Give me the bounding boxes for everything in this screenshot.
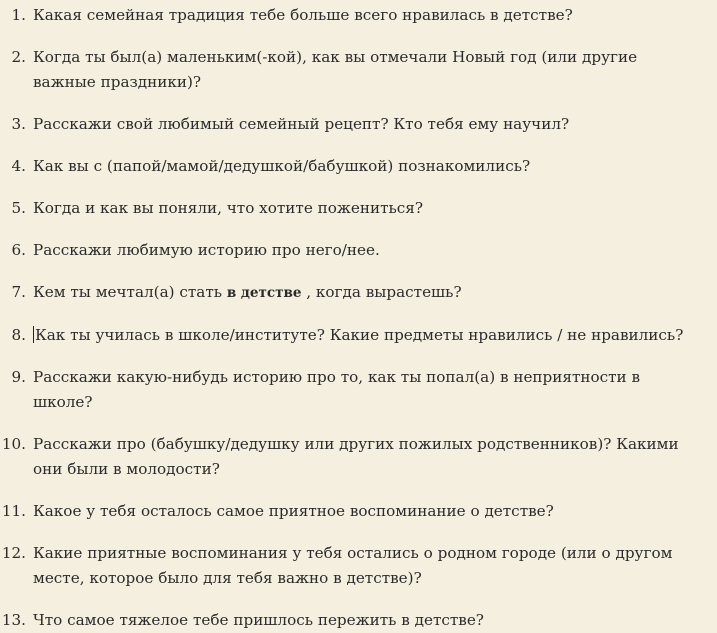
question-text: Какая семейная традиция тебе больше всего нравилась в детстве? <box>33 6 573 24</box>
item-number: 4. <box>11 157 26 175</box>
list-item <box>0 196 717 221</box>
item-number: 9. <box>11 368 26 386</box>
question-text: Расскажи любимую историю про него/нее. <box>33 241 380 259</box>
question-text-wrapper[interactable] <box>33 323 687 348</box>
text-cursor <box>33 326 34 343</box>
item-number: 12. <box>1 544 26 562</box>
item-number: 8. <box>11 326 26 344</box>
list-item <box>0 45 717 95</box>
list-item <box>0 280 717 306</box>
question-text: Расскажи свой любимый семейный рецепт? Кто тебя ему научил? <box>33 115 570 133</box>
list-item <box>0 365 717 415</box>
question-text: Какие приятные воспоминания у тебя остались о родном городе (или о другом месте, которое было для тебя важно в детстве)? <box>33 544 673 587</box>
item-number: 3. <box>11 115 26 133</box>
item-number: 11. <box>1 502 26 520</box>
item-number: 2. <box>11 48 26 66</box>
item-number: 10. <box>1 435 26 453</box>
item-number: 1. <box>11 6 26 24</box>
list-item <box>0 3 717 28</box>
item-number: 13. <box>1 611 26 629</box>
question-text: Как ты училась в школе/институте? Какие предметы нравились / не нравились? <box>35 326 684 344</box>
question-text: Какое у тебя осталось самое приятное воспоминание о детстве? <box>33 502 554 520</box>
question-text-part: , когда вырастешь? <box>306 283 462 301</box>
list-item <box>0 499 717 524</box>
question-text: Расскажи про (бабушку/дедушку или других пожилых родственников)? Какими они были в молодости? <box>33 435 679 478</box>
list-item <box>0 323 717 348</box>
question-text: Что самое тяжелое тебе пришлось пережить в детстве? <box>33 611 484 629</box>
list-item <box>0 112 717 137</box>
question-text-bold: в детстве <box>226 285 302 301</box>
question-text: Когда и как вы поняли, что хотите пожениться? <box>33 199 424 217</box>
question-text-part: Кем ты мечтал(а) стать <box>33 283 223 301</box>
list-item <box>0 608 717 633</box>
question-list <box>0 3 717 633</box>
list-item <box>0 238 717 263</box>
list-item <box>0 541 717 591</box>
item-number: 5. <box>11 199 26 217</box>
item-number: 7. <box>11 283 26 301</box>
list-item <box>0 154 717 179</box>
question-text: Когда ты был(а) маленьким(-кой), как вы отмечали Новый год (или другие важные праздники)? <box>33 48 638 91</box>
question-text: Расскажи какую-нибудь историю про то, как ты попал(а) в неприятности в школе? <box>33 368 641 411</box>
question-text <box>33 280 687 306</box>
item-number: 6. <box>11 241 26 259</box>
list-item <box>0 432 717 482</box>
question-text: Как вы с (папой/мамой/дедушкой/бабушкой) познакомились? <box>33 157 531 175</box>
